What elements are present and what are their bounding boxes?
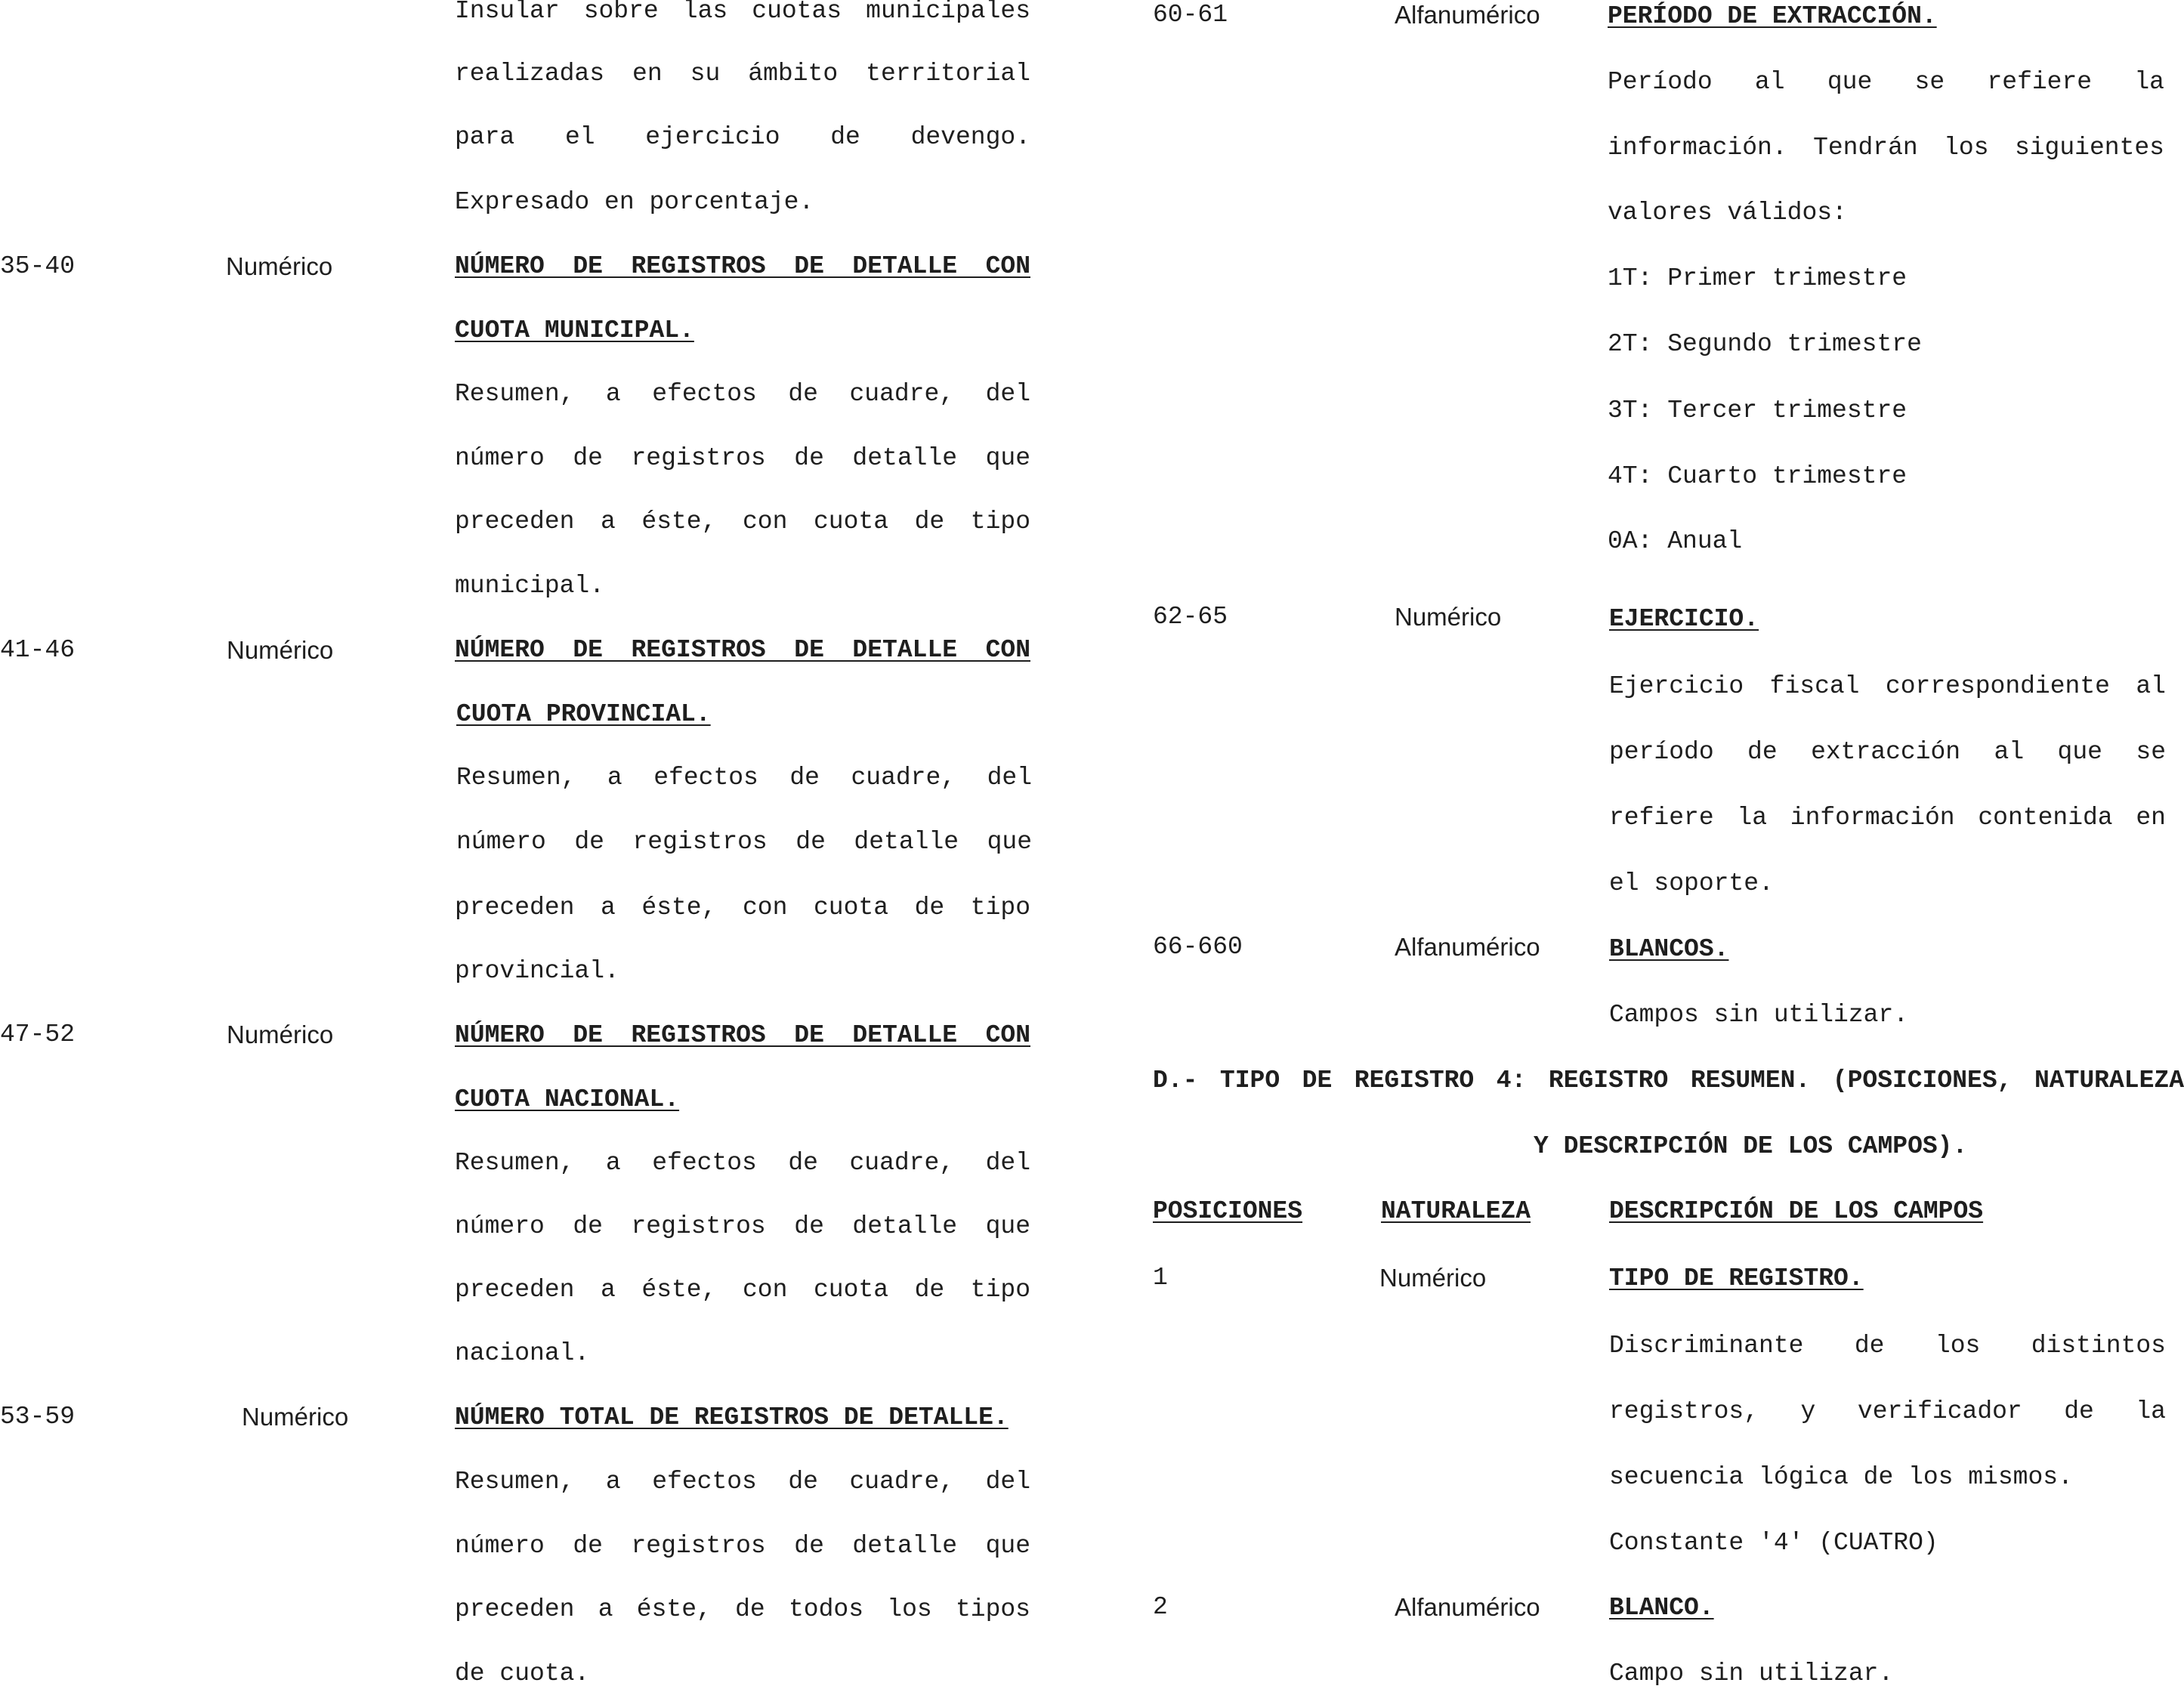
valid-value: 2T: Segundo trimestre: [1608, 330, 1922, 358]
field-title: CUOTA NACIONAL.: [455, 1085, 680, 1113]
field-desc-line: Resumen, a efectos de cuadre, del: [455, 380, 1030, 408]
field-desc-line: provincial.: [455, 957, 619, 985]
section-heading: D.- TIPO DE REGISTRO 4: REGISTRO RESUMEN. (POSICIONES, NATURALEZA: [1153, 1067, 2184, 1095]
field-nature: Alfanumérico: [1395, 933, 1540, 961]
field-desc-line: período de extracción al que se: [1609, 738, 2166, 766]
field-desc-line: número de registros de detalle que: [455, 1532, 1030, 1560]
field-title: NÚMERO DE REGISTROS DE DETALLE CON: [455, 252, 1030, 280]
field-desc-line: información. Tendrán los siguientes: [1608, 134, 2164, 162]
field-title: NÚMERO DE REGISTROS DE DETALLE CON: [455, 636, 1030, 664]
field-positions: 66-660: [1153, 933, 1243, 961]
field-desc-line: Ejercicio fiscal correspondiente al: [1609, 672, 2166, 700]
field-positions: 2: [1153, 1593, 1168, 1621]
field-desc-line: Resumen, a efectos de cuadre, del: [455, 1149, 1030, 1177]
field-desc-line: Discriminante de los distintos: [1609, 1332, 2166, 1360]
intro-line: realizadas en su ámbito territorial: [455, 60, 1030, 88]
field-desc-line: Período al que se refiere la: [1608, 68, 2164, 96]
field-nature: Alfanumérico: [1395, 1, 1540, 29]
field-desc-line: preceden a éste, con cuota de tipo: [455, 894, 1030, 922]
field-desc-line: preceden a éste, con cuota de tipo: [455, 508, 1030, 536]
valid-value: 4T: Cuarto trimestre: [1608, 462, 1908, 490]
field-title: CUOTA PROVINCIAL.: [456, 700, 711, 728]
field-positions: 62-65: [1153, 603, 1228, 631]
field-nature: Alfanumérico: [1395, 1593, 1540, 1621]
intro-line: Expresado en porcentaje.: [455, 188, 814, 216]
field-nature: Numérico: [1395, 603, 1502, 631]
field-title: BLANCOS.: [1609, 935, 1729, 963]
field-title: NÚMERO DE REGISTROS DE DETALLE CON: [455, 1021, 1030, 1049]
field-desc-line: número de registros de detalle que: [455, 444, 1030, 472]
field-positions: 60-61: [1153, 1, 1228, 29]
intro-line: Insular sobre las cuotas municipales: [455, 0, 1030, 25]
field-title: NÚMERO TOTAL DE REGISTROS DE DETALLE.: [455, 1403, 1009, 1431]
field-title: CUOTA MUNICIPAL.: [455, 316, 694, 344]
valid-value: 0A: Anual: [1608, 527, 1743, 555]
intro-line: para el ejercicio de devengo.: [455, 123, 1030, 151]
field-desc-line: el soporte.: [1609, 869, 1774, 897]
field-nature: Numérico: [242, 1403, 349, 1431]
field-desc-line: Resumen, a efectos de cuadre, del: [456, 764, 1032, 792]
field-title: BLANCO.: [1609, 1594, 1714, 1622]
field-desc-line: Campos sin utilizar.: [1609, 1001, 1909, 1029]
field-desc-line: registros, y verificador de la: [1609, 1397, 2166, 1425]
field-positions: 1: [1153, 1264, 1168, 1292]
col-header-description: DESCRIPCIÓN DE LOS CAMPOS: [1609, 1197, 1984, 1225]
field-positions: 47-52: [0, 1021, 76, 1048]
field-desc-line: secuencia lógica de los mismos.: [1609, 1463, 2073, 1491]
col-header-positions: POSICIONES: [1153, 1197, 1303, 1225]
field-desc-line: preceden a éste, con cuota de tipo: [455, 1276, 1030, 1304]
field-desc-line: municipal.: [455, 572, 605, 600]
valid-value: 1T: Primer trimestre: [1608, 264, 1908, 292]
field-desc-line: número de registros de detalle que: [456, 828, 1032, 856]
field-nature: Numérico: [227, 636, 334, 664]
field-title: EJERCICIO.: [1609, 605, 1759, 633]
field-title: TIPO DE REGISTRO.: [1609, 1264, 1864, 1292]
field-desc-line: Constante '4' (CUATRO): [1609, 1529, 1938, 1557]
field-desc-line: de cuota.: [455, 1660, 590, 1687]
field-desc-line: número de registros de detalle que: [455, 1212, 1030, 1240]
field-nature: Numérico: [227, 1021, 334, 1048]
field-nature: Numérico: [226, 252, 333, 280]
valid-value: 3T: Tercer trimestre: [1608, 397, 1908, 425]
field-positions: 35-40: [0, 252, 76, 280]
field-desc-line: Campo sin utilizar.: [1609, 1660, 1894, 1687]
field-title: PERÍODO DE EXTRACCIÓN.: [1608, 2, 1937, 30]
field-desc-line: Resumen, a efectos de cuadre, del: [455, 1468, 1030, 1496]
col-header-nature: NATURALEZA: [1381, 1197, 1531, 1225]
field-desc-line: valores válidos:: [1608, 199, 1847, 227]
field-desc-line: refiere la información contenida en: [1609, 804, 2166, 832]
field-nature: Numérico: [1379, 1264, 1487, 1292]
section-heading-cont: Y DESCRIPCIÓN DE LOS CAMPOS).: [1534, 1132, 1968, 1160]
field-positions: 53-59: [0, 1403, 76, 1431]
field-desc-line: nacional.: [455, 1339, 590, 1367]
field-desc-line: preceden a éste, de todos los tipos: [455, 1595, 1030, 1623]
field-positions: 41-46: [0, 636, 76, 664]
